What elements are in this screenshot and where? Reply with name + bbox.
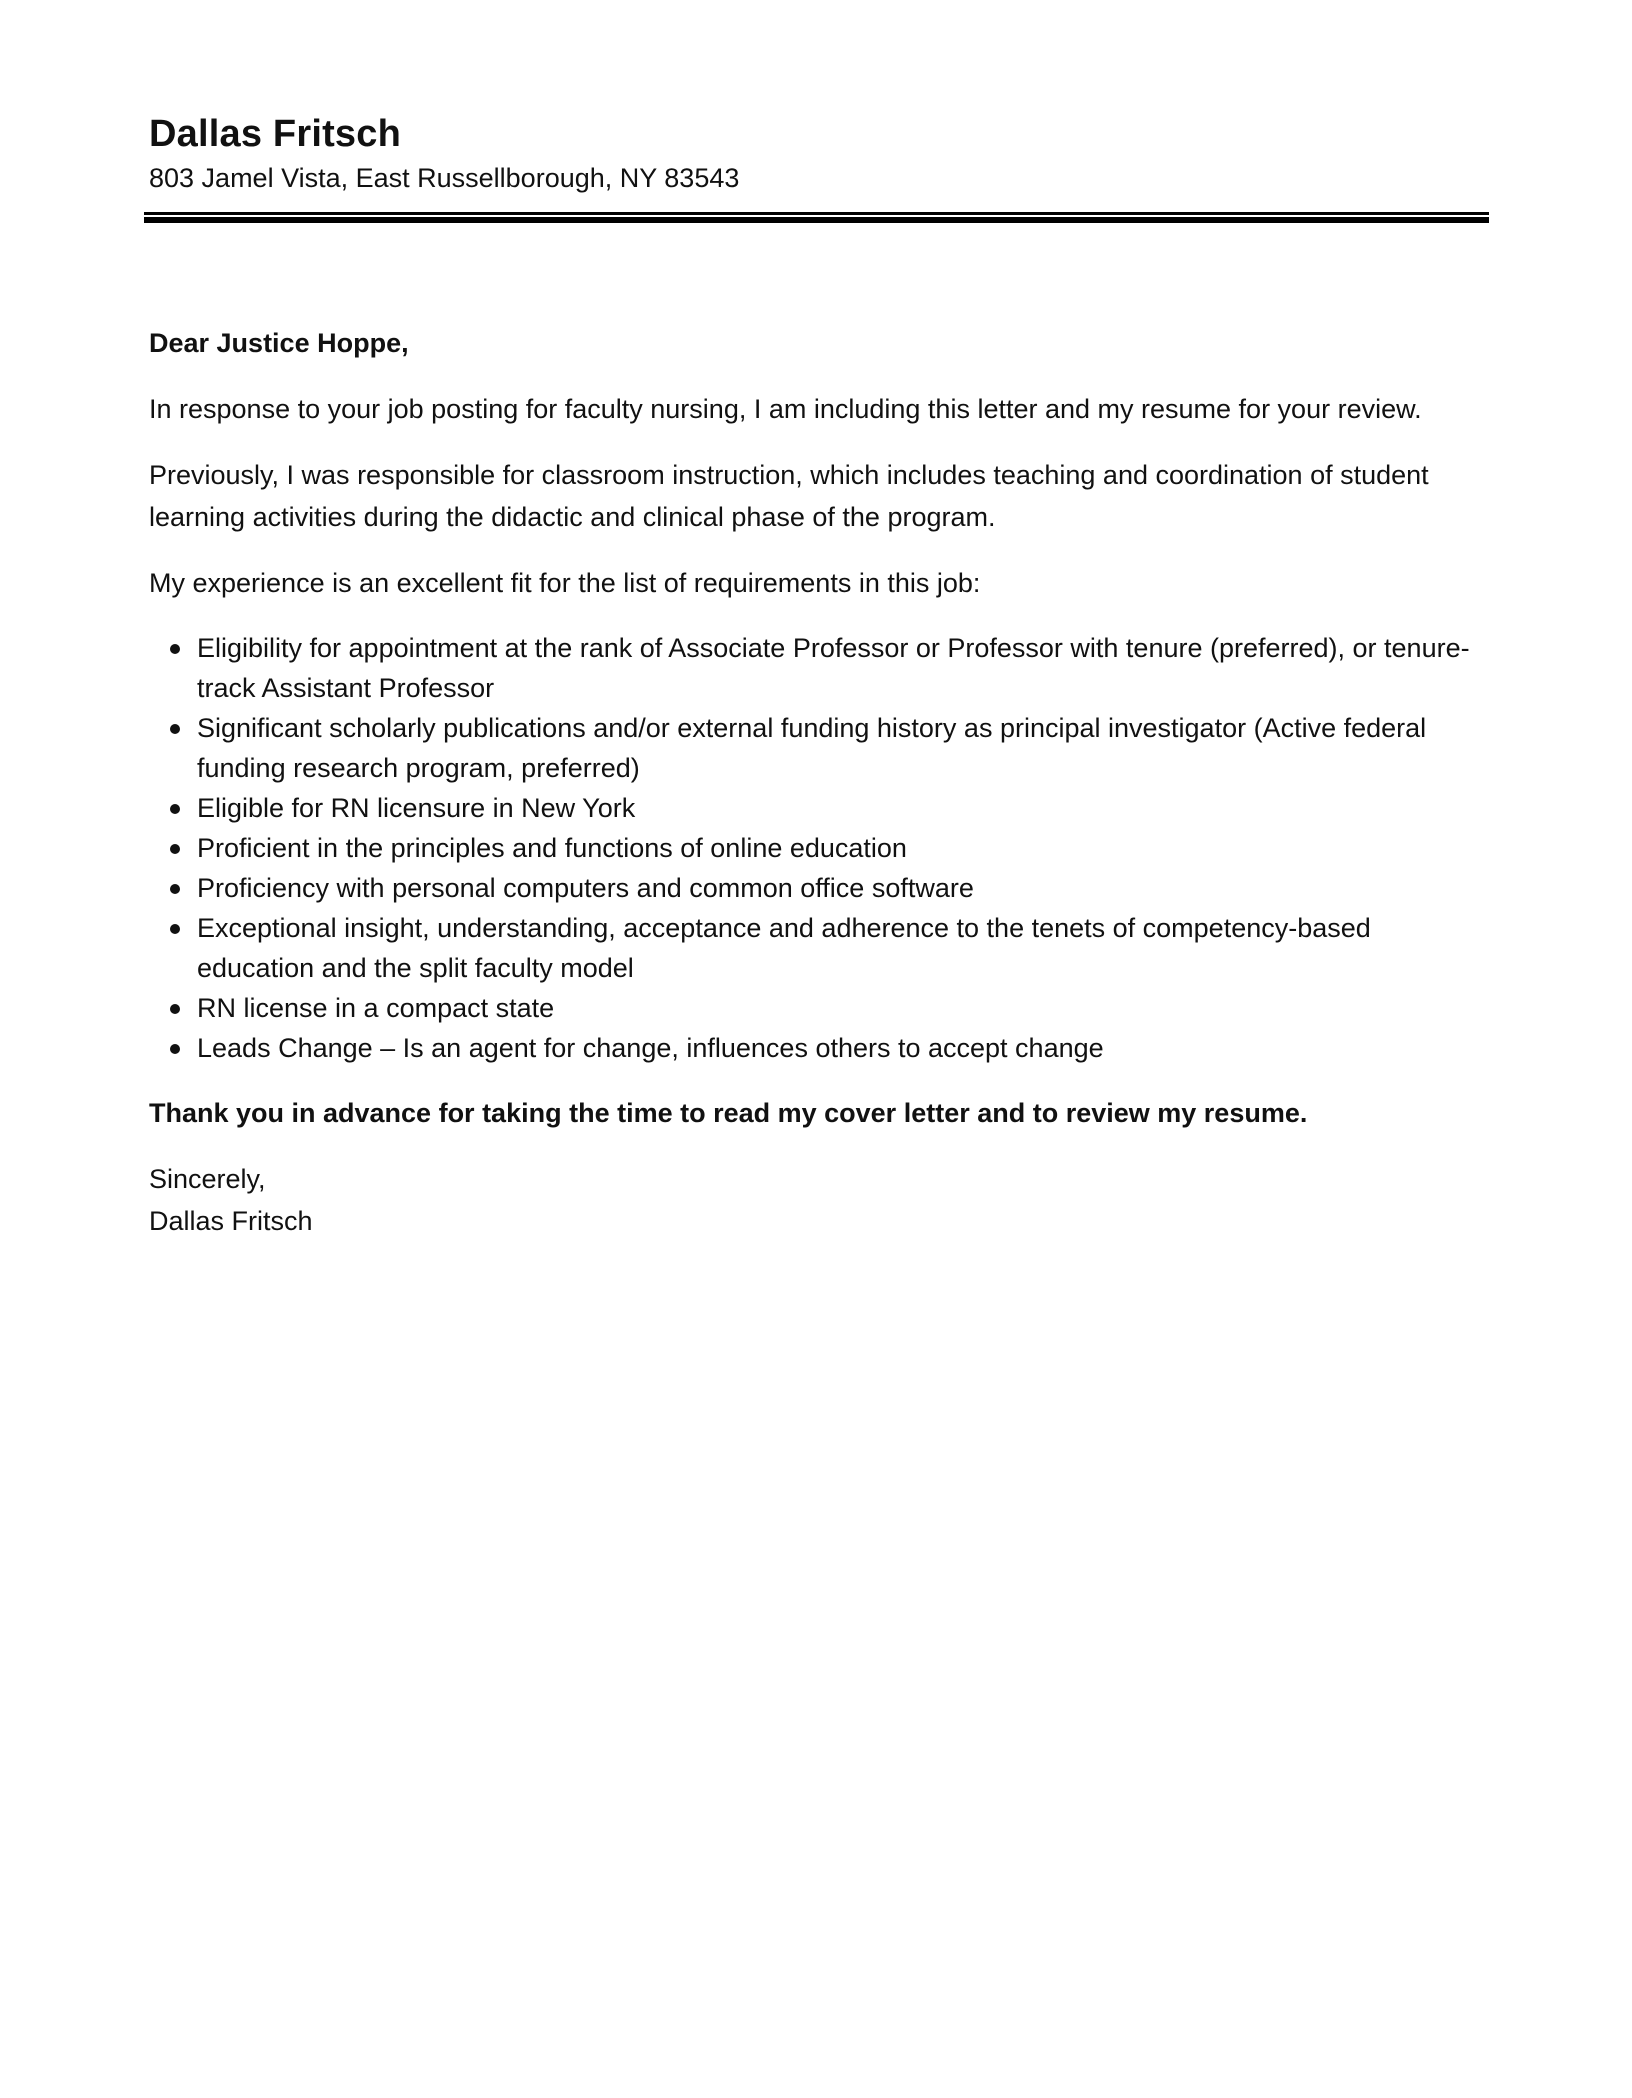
requirements-list (149, 628, 1489, 1068)
bullet-icon (170, 884, 180, 894)
paragraph-intro: In response to your job posting for faculty nursing, I am including this letter and my resume for your review. (149, 394, 1422, 424)
thank-you-line: Thank you in advance for taking the time to read my cover letter and to review my resume. (149, 1098, 1308, 1128)
bullet-icon (170, 924, 180, 934)
letter-body (149, 322, 1489, 1266)
list-item (197, 868, 1489, 908)
signature-name: Dallas Fritsch (149, 1206, 313, 1236)
divider-thin-line (144, 212, 1489, 215)
list-item-text: Proficient in the principles and functions of online education (197, 833, 907, 863)
list-item (197, 828, 1489, 868)
list-item-text: Eligibility for appointment at the rank of Associate Professor or Professor with tenure (preferred), or tenure-track Assistant Professor (197, 633, 1470, 703)
salutation: Dear Justice Hoppe, (149, 328, 409, 358)
bullet-icon (170, 1044, 180, 1054)
list-item-text: Leads Change – Is an agent for change, influences others to accept change (197, 1033, 1104, 1063)
paragraph-fit: My experience is an excellent fit for the list of requirements in this job: (149, 568, 981, 598)
list-item-text: Proficiency with personal computers and common office software (197, 873, 974, 903)
list-item-text: RN license in a compact state (197, 993, 555, 1023)
bullet-icon (170, 724, 180, 734)
sign-off-block (149, 1158, 1489, 1242)
bullet-icon (170, 844, 180, 854)
list-item-text: Significant scholarly publications and/or external funding history as principal investigator (Active federal funding research program, preferred) (197, 713, 1427, 783)
list-item (197, 708, 1489, 788)
list-item (197, 788, 1489, 828)
list-item (197, 988, 1489, 1028)
sender-name: Dallas Fritsch (149, 113, 402, 155)
header-divider (144, 212, 1489, 224)
sign-off: Sincerely, (149, 1164, 266, 1194)
list-item (197, 1028, 1489, 1068)
bullet-icon (170, 804, 180, 814)
bullet-icon (170, 1004, 180, 1014)
letter-header (149, 108, 1489, 196)
paragraph-experience: Previously, I was responsible for classroom instruction, which includes teaching and coordination of student learning activities during the didactic and clinical phase of the program. (149, 460, 1429, 532)
divider-thick-line (144, 217, 1489, 223)
list-item (197, 908, 1489, 988)
bullet-icon (170, 644, 180, 654)
list-item (197, 628, 1489, 708)
sender-address: 803 Jamel Vista, East Russellborough, NY 83543 (149, 163, 740, 193)
list-item-text: Exceptional insight, understanding, acceptance and adherence to the tenets of competency-based education and the split faculty model (197, 913, 1371, 983)
list-item-text: Eligible for RN licensure in New York (197, 793, 636, 823)
